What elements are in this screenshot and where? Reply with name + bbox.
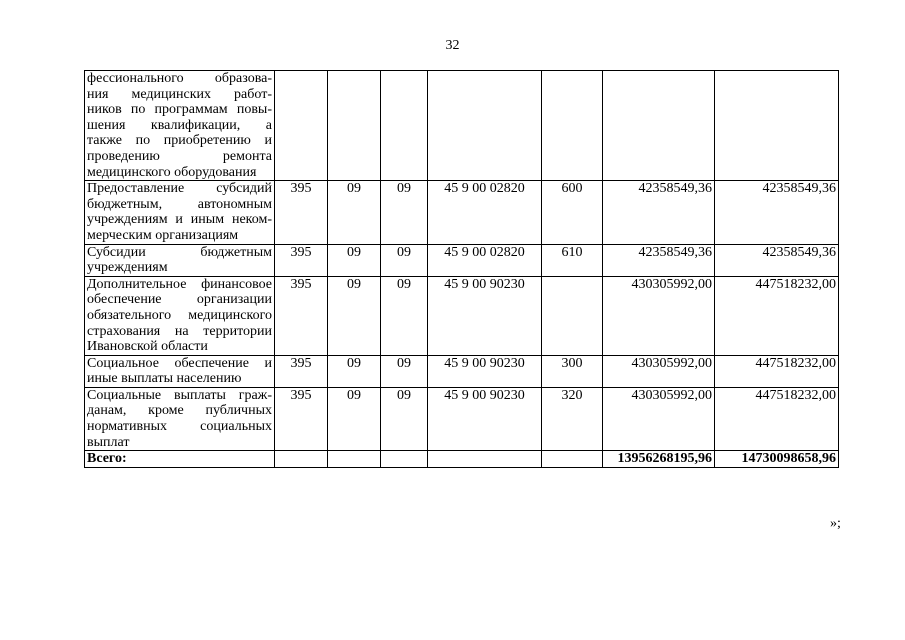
row-description <box>85 244 275 276</box>
row-description <box>85 387 275 450</box>
description-line: Ивановской области <box>87 339 208 355</box>
table-row <box>85 387 839 450</box>
amount-year-1 <box>603 71 715 181</box>
subsection-code <box>381 71 428 181</box>
expense-type-code: 320 <box>542 387 603 450</box>
amount-year-2: 447518232,00 <box>715 355 839 387</box>
description-line: иные выплаты населению <box>87 371 242 387</box>
ministry-code: 395 <box>275 244 328 276</box>
description-line: Предоставление субсидий <box>87 181 272 197</box>
section-code <box>328 71 381 181</box>
row-description <box>85 181 275 244</box>
amount-year-1: 42358549,36 <box>603 181 715 244</box>
row-description <box>85 355 275 387</box>
section-code: 09 <box>328 276 381 355</box>
description-line: проведению ремонта <box>87 148 272 164</box>
ministry-code: 395 <box>275 355 328 387</box>
section-code: 09 <box>328 355 381 387</box>
subsection-code: 09 <box>381 181 428 244</box>
target-article-code <box>428 71 542 181</box>
subsection-code: 09 <box>381 387 428 450</box>
description-line: учреждениям <box>87 260 168 276</box>
expense-type-code: 600 <box>542 181 603 244</box>
description-line: выплат <box>87 434 130 450</box>
table-row <box>85 244 839 276</box>
total-target-cell <box>428 451 542 468</box>
section-code: 09 <box>328 181 381 244</box>
closing-quote: »; <box>830 516 841 531</box>
subsection-code: 09 <box>381 355 428 387</box>
table-body <box>85 71 839 468</box>
section-code: 09 <box>328 244 381 276</box>
amount-year-2: 447518232,00 <box>715 276 839 355</box>
description-line: Субсидии бюджетным <box>87 244 272 260</box>
page-number: 32 <box>445 38 460 53</box>
amount-year-1: 430305992,00 <box>603 355 715 387</box>
total-type-cell <box>542 451 603 468</box>
description-line: обязательного медицинского <box>87 307 272 323</box>
amount-year-1: 430305992,00 <box>603 276 715 355</box>
amount-year-2: 447518232,00 <box>715 387 839 450</box>
description-line: фессионального образова- <box>87 71 272 86</box>
amount-year-1: 430305992,00 <box>603 387 715 450</box>
target-article-code: 45 9 00 02820 <box>428 181 542 244</box>
expense-type-code: 610 <box>542 244 603 276</box>
subsection-code: 09 <box>381 244 428 276</box>
target-article-code: 45 9 00 90230 <box>428 355 542 387</box>
target-article-code: 45 9 00 02820 <box>428 244 542 276</box>
ministry-code: 395 <box>275 181 328 244</box>
ministry-code: 395 <box>275 387 328 450</box>
description-line: Социальные выплаты граж- <box>87 387 272 403</box>
table-row <box>85 355 839 387</box>
subsection-code: 09 <box>381 276 428 355</box>
description-line: медицинского оборудования <box>87 164 257 180</box>
table-row <box>85 71 839 181</box>
amount-year-2 <box>715 71 839 181</box>
description-line: обеспечение организации <box>87 292 272 308</box>
row-description <box>85 71 275 181</box>
description-line: ния медицинских работ- <box>87 86 272 102</box>
total-subsection-cell <box>381 451 428 468</box>
description-line: нормативных социальных <box>87 419 272 435</box>
description-line: бюджетным, автономным <box>87 196 272 212</box>
ministry-code: 395 <box>275 276 328 355</box>
description-line: ников по программам повы- <box>87 102 272 118</box>
total-row <box>85 451 839 468</box>
ministry-code <box>275 71 328 181</box>
budget-table <box>84 70 839 468</box>
row-description <box>85 276 275 355</box>
target-article-code: 45 9 00 90230 <box>428 276 542 355</box>
amount-year-1: 42358549,36 <box>603 244 715 276</box>
description-line: учреждениям и иным неком- <box>87 212 272 228</box>
total-section-cell <box>328 451 381 468</box>
target-article-code: 45 9 00 90230 <box>428 387 542 450</box>
description-line: Дополнительное финансовое <box>87 276 272 292</box>
section-code: 09 <box>328 387 381 450</box>
amount-year-2: 42358549,36 <box>715 244 839 276</box>
table-row <box>85 181 839 244</box>
expense-type-code <box>542 71 603 181</box>
description-line: Социальное обеспечение и <box>87 355 272 371</box>
total-amount-2: 14730098658,96 <box>715 451 839 468</box>
description-line: также по приобретению и <box>87 133 272 149</box>
description-line: данам, кроме публичных <box>87 403 272 419</box>
expense-type-code: 300 <box>542 355 603 387</box>
table-row <box>85 276 839 355</box>
total-amount-1: 13956268195,96 <box>603 451 715 468</box>
description-line: шения квалификации, а <box>87 117 272 133</box>
expense-type-code <box>542 276 603 355</box>
description-line: страхования на территории <box>87 323 272 339</box>
total-label: Всего: <box>85 451 275 468</box>
description-line: мерческим организациям <box>87 227 239 243</box>
amount-year-2: 42358549,36 <box>715 181 839 244</box>
total-ministry-cell <box>275 451 328 468</box>
